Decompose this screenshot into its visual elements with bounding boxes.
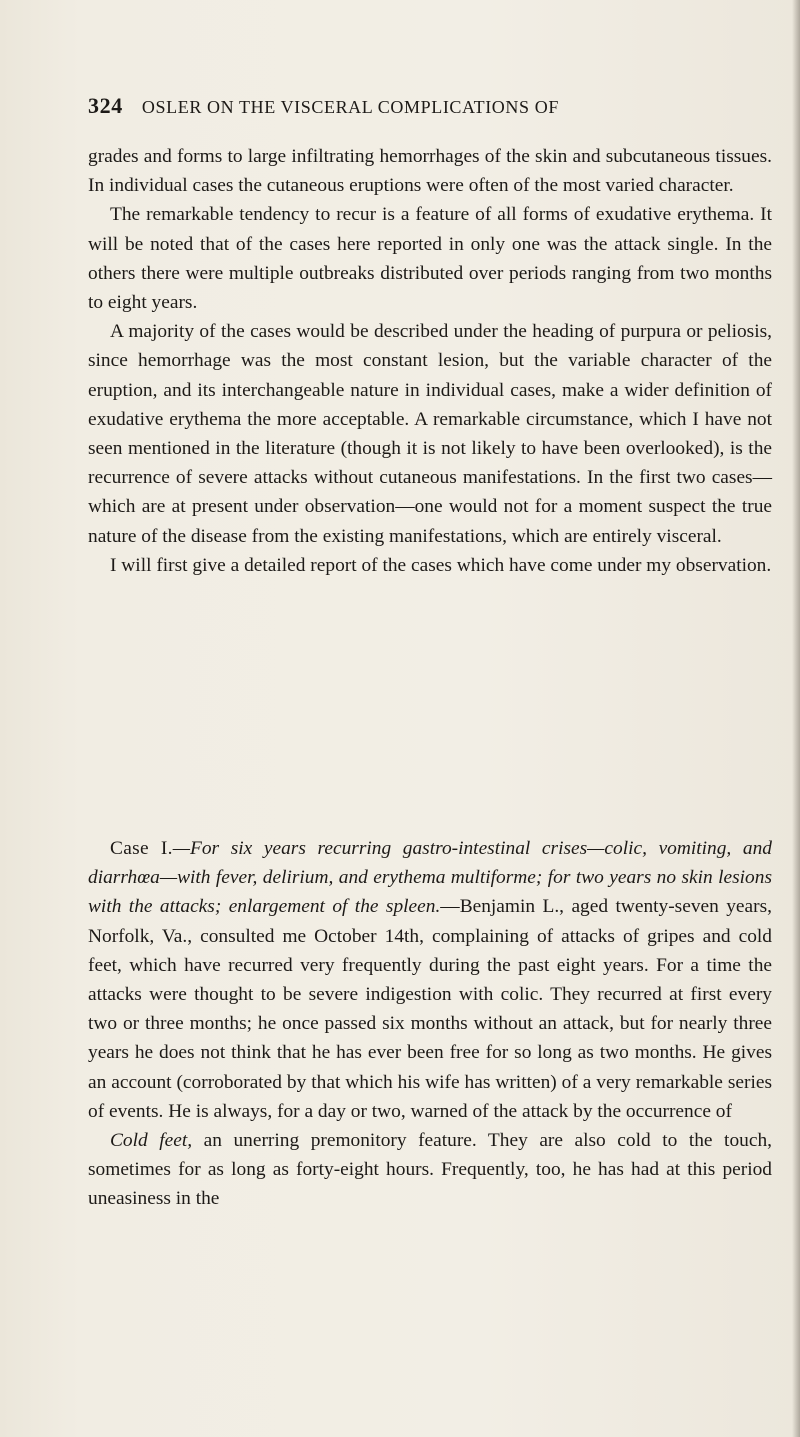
case-one-paragraph-2 bbox=[88, 1126, 772, 1214]
paragraph-recurrence: The remarkable tendency to recur is a feature of all forms of exudative erythema. It will be noted that of the cases here reported in only one was the attack single. In the others there were multiple outbreaks distributed over periods ranging from two months to eight years. bbox=[88, 204, 772, 314]
case-label: Case I. bbox=[110, 838, 173, 859]
running-title: OSLER ON THE VISCERAL COMPLICATIONS OF bbox=[141, 97, 559, 117]
page-edge-shadow bbox=[792, 0, 800, 1437]
paragraph-continuation: grades and forms to large infiltrating hemorrhages of the skin and subcutaneous tissues. In individual cases the cutaneous eruptions were often of the most varied character. bbox=[88, 146, 772, 197]
cold-feet-heading: Cold feet, bbox=[110, 1130, 193, 1152]
body-text bbox=[88, 142, 772, 580]
running-header bbox=[88, 93, 768, 133]
case-title: —For six years recurring gastro-intestinal crises—colic, vomiting, and diarrhœa—with fever, delirium, and erythema multiforme; for two years no skin lesions with the attacks; enlargement of the spleen. bbox=[88, 838, 773, 918]
case-history-continued: an unerring premonitory feature. They are also cold to the touch, sometimes for as long as forty-eight hours. Frequently, too, he has had at this period uneasiness in the bbox=[88, 1130, 772, 1210]
case-history: —Benjamin L., aged twenty-seven years, Norfolk, Va., consulted me October 14th, complaining of attacks of gripes and cold feet, which have recurred very frequently during the past eight years. For a time the attacks were thought to be severe indigestion with colic. They recurred at first every two or three months; he once passed six months without an attack, but for nearly three years he does not think that he has ever been free for so long as two months. He gives an account (corroborated by that which his wife has written) of a very remarkable series of events. He is always, for a day or two, warned of the attack by the occurrence of bbox=[88, 896, 773, 1122]
page-number: 324 bbox=[88, 93, 123, 118]
case-one-paragraph bbox=[88, 834, 772, 1126]
paragraph-majority: A majority of the cases would be described under the heading of purpura or peliosis, since hemorrhage was the most constant lesion, but the variable character of the eruption, and its interchangeable nature in individual cases, make a wider definition of exudative erythema the more acceptable. A remarkable circumstance, which I have not seen mentioned in the literature (though it is not likely to have been overlooked), is the recurrence of severe attacks without cutaneous manifestations. In the first two cases—which are at present under observation—one would not for a moment suspect the true nature of the disease from the existing manifestations, which are entirely visceral. bbox=[88, 321, 772, 547]
paragraph-report-intro: I will first give a detailed report of the cases which have come under my observation. bbox=[110, 554, 772, 576]
case-one-section bbox=[88, 834, 772, 1214]
